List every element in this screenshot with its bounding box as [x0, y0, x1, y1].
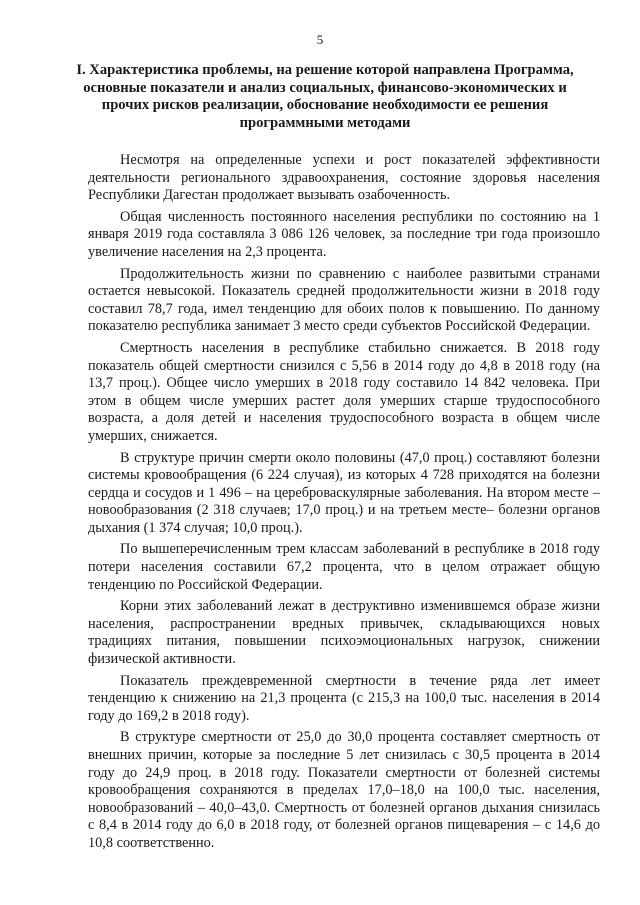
paragraph: В структуре причин смерти около половины (47,0 проц.) составляют болезни системы кровообращения (6 224 случая), из которых 4 728 приходятся на болезни сердца и сосудов и 1 496 – на цереброваскулярные заболевания. На втором месте – новообразования (2 318 случаев; 17,0 проц.) и на третьем месте– болезни органов дыхания (1 374 случая; 10,0 проц.). — [88, 449, 600, 536]
paragraph: Корни этих заболеваний лежат в деструктивно изменившемся образе жизни населения, распространении вредных привычек, складывающихся новых традициях питания, повышении психоэмоциональных нагрузок, снижении физической активности. — [88, 598, 600, 668]
paragraph: Показатель преждевременной смертности в течение ряда лет имеет тенденцию к снижению на 21,3 процента (с 215,3 на 100,0 тыс. населения в 2014 году до 169,2 в 2018 году). — [88, 672, 600, 724]
page-number: 5 — [316, 32, 324, 47]
body-text — [88, 152, 600, 857]
paragraph: Смертность населения в республике стабильно снижается. В 2018 году показатель общей смертности снизился с 5,56 в 2014 году до 4,8 в 2018 году (на 13,7 проц.). Общее число умерших в 2018 году составило 14 842 человека. При этом в общем числе умерших растет доля умерших старше трудоспособного возраста, а доля детей и населения трудоспособного возраста в общем числе умерших, снижается. — [88, 339, 600, 444]
paragraph: По вышеперечисленным трем классам заболеваний в республике в 2018 году потери населения составили 67,2 процента, что в целом отражает общую тенденцию по Российской Федерации. — [88, 541, 600, 593]
paragraph: Несмотря на определенные успехи и рост показателей эффективности деятельности регионального здравоохранения, состояние здоровья населения Республики Дагестан продолжает вызывать озабоченность. — [88, 152, 600, 204]
paragraph: Продолжительность жизни по сравнению с наиболее развитыми странами остается невысокой. Показатель средней продолжительности жизни в 2018 году составил 78,7 года, имел тенденцию для обоих полов к повышению. По данному показателю республика занимает 3 место среди субъектов Российской Федерации. — [88, 265, 600, 335]
section-heading: I. Характеристика проблемы, на решение которой направлена Программа, основные показатели и анализ социальных, финансово-экономических и прочих рисков реализации, обоснование необходимости ее решения программными методами — [76, 62, 574, 131]
paragraph: В структуре смертности от 25,0 до 30,0 процента составляет смертность от внешних причин, которые за последние 5 лет снизилась с 30,5 процента в 2014 году до 24,9 проц. в 2018 году. Показатели смертности от болезней системы кровообращения сохраняются в пределах 17,0–18,0 на 100,0 тыс. населения, новообразований – 40,0–43,0. Смертность от болезней органов дыхания снизилась с 8,4 в 2014 году до 6,0 в 2018 году, от болезней органов пищеварения – с 14,6 до 10,8 соответственно. — [88, 729, 600, 851]
paragraph: Общая численность постоянного населения республики по состоянию на 1 января 2019 года составляла 3 086 126 человек, за последние три года произошло увеличение населения на 2,3 процента. — [88, 208, 600, 260]
